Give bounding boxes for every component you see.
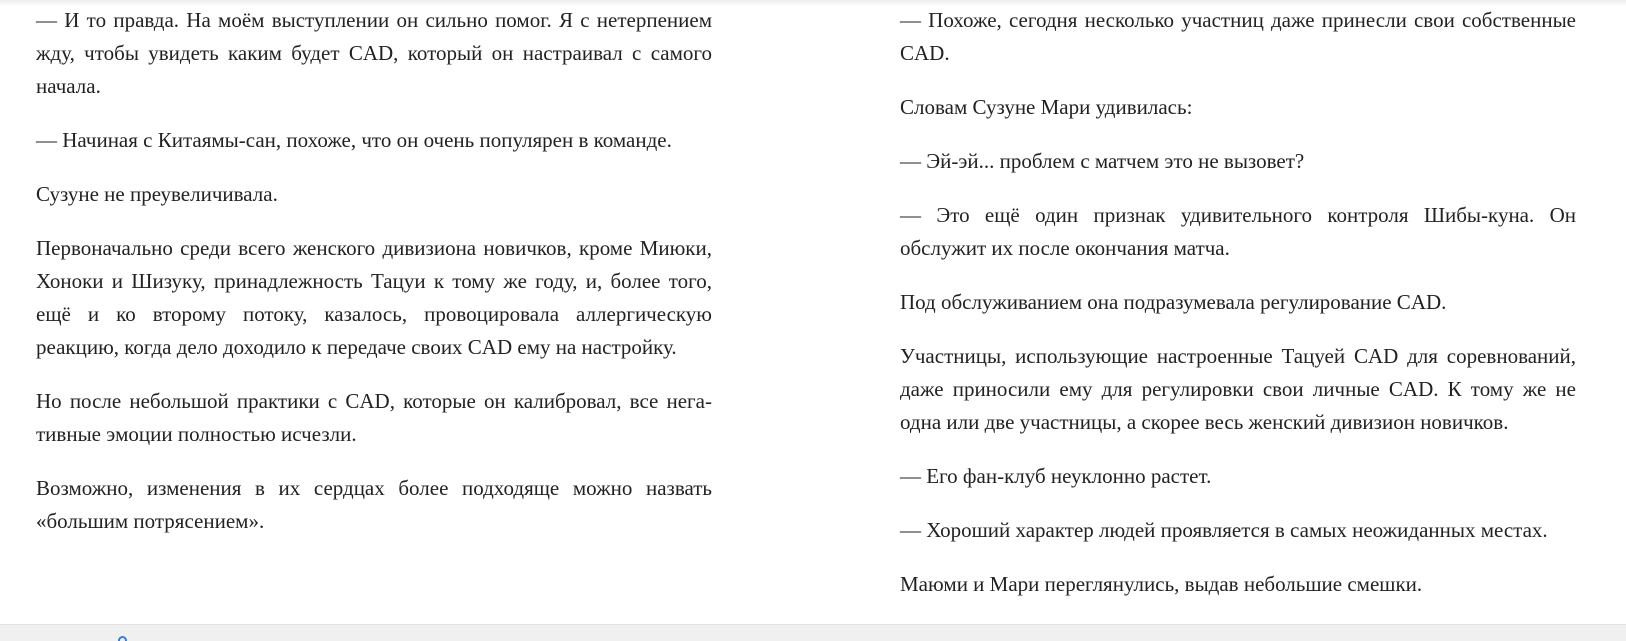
paragraph: Участницы, использующие настроенные Тацуей CAD для соревнований, даже приносили ему для регулировки свои личные CAD. К тому же не одна или две участницы, а скорее весь женский дивизион новичков. <box>900 344 1576 434</box>
paragraph: — Это ещё один признак удивительного контроля Шибы-куна. Он обслужит их после окончания матча. <box>900 203 1576 260</box>
text-column-left <box>36 4 712 559</box>
paragraph: Под обслуживанием она подразумевала регулирование CAD. <box>900 290 1447 314</box>
paragraph: Возможно, изменения в их сердцах более подходяще можно назвать «большим потрясением». <box>36 476 712 533</box>
paragraph: — Его фан-клуб неуклонно растет. <box>900 464 1212 488</box>
paragraph: Словам Сузуне Мари удивилась: <box>900 95 1193 119</box>
paragraph: — И то правда. На моём выступлении он сильно помог. Я с нетерпением жду, чтобы увидеть каким будет CAD, который он настраивал с самого начала. <box>36 8 712 98</box>
paragraph: Маюми и Мари переглянулись, выдав небольшие смешки. <box>900 572 1423 596</box>
paragraph: Первоначально среди всего женского дивизиона новичков, кроме Миюки, Хоноки и Шизуку, принадлежность Тацуи к тому же году, и, более того, ещё и ко второму потоку, казалось, провоцировала аллергическую реакцию, когда дело доходило к передаче своих CAD ему на настройку. <box>36 236 712 359</box>
paragraph: — Похоже, сегодня несколько участниц даже принесли свои собственные CAD. <box>900 8 1576 65</box>
paragraph: — Начиная с Китаямы-сан, похоже, что он очень популярен в команде. <box>36 128 672 152</box>
footer-bar <box>0 624 1626 641</box>
paragraph: Сузуне не преувеличивала. <box>36 182 278 206</box>
paragraph: — Эй-эй... проблем с матчем это не вызовет? <box>900 149 1305 173</box>
progress-indicator-icon[interactable] <box>118 636 127 641</box>
paragraph: Но после небольшой практики с CAD, которые он калибровал, все негативные эмоции полностью исчезли. <box>36 389 712 446</box>
text-column-right <box>900 4 1576 622</box>
paragraph: — Хороший характер людей проявляется в самых неожиданных местах. <box>900 518 1548 542</box>
